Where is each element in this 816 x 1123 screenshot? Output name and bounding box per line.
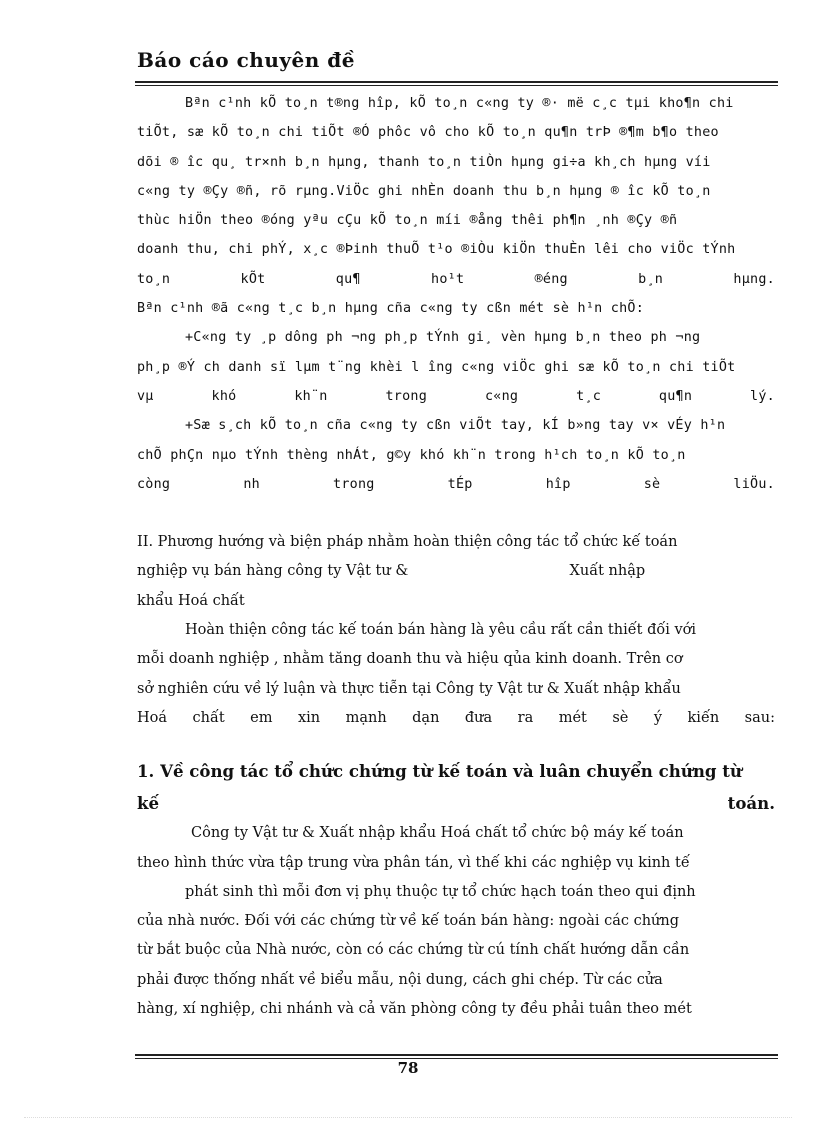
text-line: vµ khó kh¨n trong c«ng t¸c qu¶n lý. [137,388,775,404]
page-edge-divider [24,1117,792,1118]
text-line: sở nghiên cứu về lý luận và thực tiễn tại Công ty Vật tư & Xuất nhập khẩu [137,680,681,697]
text-line: khẩu Hoá chất [137,592,245,609]
text-line: nghiệp vụ bán hàng công ty Vật tư & Xuất nhập [137,563,646,580]
text-line: doanh thu, chi phÝ, x¸c ®Þinh thuÕ t¹o ®iÒu kiÖn thuÈn lêi cho viÖc tÝnh [137,242,736,258]
text-line: phải được thống nhất về biểu mẫu, nội dung, cách ghi chép. Từ các cửa [137,971,663,988]
text-line: tiÕt, sæ kÕ to¸n chi tiÕt ®Ó phôc vô cho kÕ to¸n qu¶n trÞ ®¶m b¶o theo [137,125,719,141]
header-title: Báo cáo chuyên đề [137,48,355,72]
header-rule [135,81,778,86]
text-line: kế toán. [137,793,775,814]
text-line: phát sinh thì mỗi đơn vị phụ thuộc tự tổ chức hạch toán theo qui định [185,883,696,900]
text-line: +C«ng ty ¸p dông ph ¬ng ph¸p tÝnh gi¸ vèn hµng b¸n theo ph ¬ng [185,330,701,346]
page-content [137,89,775,1024]
text-line: từ bắt buộc của Nhà nước, còn có các chứng từ cú tính chất hướng dẫn cần [137,942,690,959]
text-line: II. Phương hướng và biện pháp nhằm hoàn thiện công tác tổ chức kế toán [137,534,678,551]
section-2-heading [137,528,775,616]
text-line: hàng, xí nghiệp, chi nhánh và cả văn phòng công ty đều phải tuân theo mét [137,1001,692,1018]
spacer [137,733,775,755]
text-line: Công ty Vật tư & Xuất nhập khẩu Hoá chất tổ chức bộ máy kế toán [191,825,684,842]
text-line: Bªn c¹nh kÕ to¸n t®ng hîp, kÕ to¸n c«ng ty ®· më c¸c tµi kho¶n chi [185,96,734,111]
text-line: Hoá chất em xin mạnh dạn đưa ra mét sè ý kiến sau: [137,709,775,726]
text-line: Hoàn thiện công tác kế toán bán hàng là yêu cầu rất cần thiết đối với [185,622,697,639]
text-line: Bªn c¹nh ®ã c«ng t¸c b¸n hµng cña c«ng ty cßn mét sè h¹n chÕ: [137,301,645,317]
paragraph-garbled [137,89,775,499]
text-line: theo hình thức vừa tập trung vừa phân tán, vì thế khi các nghiệp vụ kinh tế [137,854,690,871]
text-line: c«ng ty ®Çy ®ñ, rõ rµng.ViÖc ghi nhÈn doanh thu b¸n hµng ® îc kÕ to¸n [137,183,711,199]
text-line: to¸n kÕt qu¶ ho¹t ®éng b¸n hµng. [137,271,775,287]
text-line: còng nh trong tÉp hîp sè liÖu. [137,476,775,492]
subsection-1-body [137,819,775,1024]
section-2-body [137,616,775,733]
text-line: chÕ phÇn nµo tÝnh thèng nhÁt, g©y khó kh¨n trong h¹ch to¸n kÕ to¸n [137,447,686,463]
spacer [137,499,775,528]
page-number: 78 [397,1059,419,1077]
text-line: thùc hiÖn theo ®óng yªu cÇu kÕ to¸n míi ®ång thêi ph¶n ¸nh ®Çy ®ñ [137,213,678,229]
text-line: 1. Về công tác tổ chức chứng từ kế toán và luân chuyển chứng từ [137,761,742,782]
text-line: +Sæ s¸ch kÕ to¸n cña c«ng ty cßn viÕt tay, kÍ b»ng tay v× vÉy h¹n [185,418,726,434]
text-line: của nhà nước. Đối với các chứng từ về kế toán bán hàng: ngoài các chứng [137,913,679,930]
text-line: ph¸p ®Ý ch danh sï lµm t¨ng khèi l îng c«ng viÖc ghi sæ kÕ to¸n chi tiÕt [137,359,736,375]
subsection-1-title [137,755,775,819]
text-line: dõi ® îc qu¸ tr×nh b¸n hµng, thanh to¸n tiÒn hµng gi÷a kh¸ch hµng víi [137,154,711,170]
text-line: mỗi doanh nghiệp , nhằm tăng doanh thu và hiệu qủa kinh doanh. Trên cơ [137,651,683,668]
